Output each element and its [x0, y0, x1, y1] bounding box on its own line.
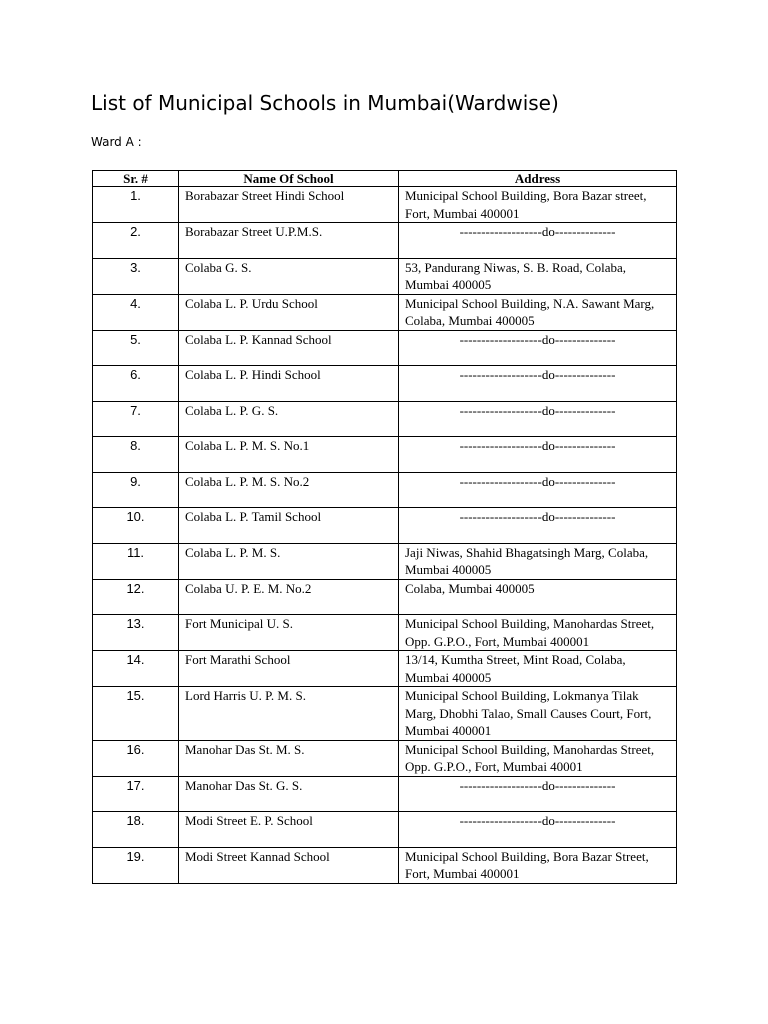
- sr-cell: 6.: [93, 366, 179, 402]
- address-cell: Municipal School Building, Manohardas Street, Opp. G.P.O., Fort, Mumbai 400001: [399, 615, 677, 651]
- school-name-cell: Modi Street Kannad School: [179, 847, 399, 883]
- school-name-cell: Colaba L. P. M. S.: [179, 543, 399, 579]
- sr-cell: 10.: [93, 508, 179, 544]
- table-row: [93, 401, 677, 437]
- sr-cell: 1.: [93, 187, 179, 223]
- table-row: [93, 615, 677, 651]
- address-cell: 13/14, Kumtha Street, Mint Road, Colaba, Mumbai 400005: [399, 651, 677, 687]
- school-name-cell: Manohar Das St. G. S.: [179, 776, 399, 812]
- address-cell: -------------------do--------------: [399, 401, 677, 437]
- sr-cell: 13.: [93, 615, 179, 651]
- address-cell: Municipal School Building, Bora Bazar Street, Fort, Mumbai 400001: [399, 847, 677, 883]
- table-row: [93, 508, 677, 544]
- school-name-cell: Colaba L. P. Urdu School: [179, 294, 399, 330]
- sr-cell: 2.: [93, 223, 179, 259]
- address-cell: -------------------do--------------: [399, 776, 677, 812]
- address-cell: Municipal School Building, N.A. Sawant Marg, Colaba, Mumbai 400005: [399, 294, 677, 330]
- address-cell: Municipal School Building, Bora Bazar street, Fort, Mumbai 400001: [399, 187, 677, 223]
- document-title: List of Municipal Schools in Mumbai(Wardwise): [91, 91, 559, 115]
- table-row: [93, 579, 677, 615]
- school-name-cell: Fort Marathi School: [179, 651, 399, 687]
- column-header-address: Address: [399, 171, 677, 187]
- table-row: [93, 294, 677, 330]
- address-cell: -------------------do--------------: [399, 437, 677, 473]
- address-cell: -------------------do--------------: [399, 472, 677, 508]
- table-row: [93, 687, 677, 741]
- school-name-cell: Fort Municipal U. S.: [179, 615, 399, 651]
- table-row: [93, 776, 677, 812]
- school-name-cell: Colaba L. P. Kannad School: [179, 330, 399, 366]
- school-name-cell: Borabazar Street Hindi School: [179, 187, 399, 223]
- table-row: [93, 437, 677, 473]
- column-header-sr: Sr. #: [93, 171, 179, 187]
- school-name-cell: Colaba L. P. G. S.: [179, 401, 399, 437]
- sr-cell: 3.: [93, 258, 179, 294]
- school-name-cell: Colaba U. P. E. M. No.2: [179, 579, 399, 615]
- schools-table: [92, 170, 677, 884]
- table-row: [93, 258, 677, 294]
- school-name-cell: Colaba L. P. Hindi School: [179, 366, 399, 402]
- address-cell: -------------------do--------------: [399, 330, 677, 366]
- table-row: [93, 330, 677, 366]
- school-name-cell: Lord Harris U. P. M. S.: [179, 687, 399, 741]
- sr-cell: 16.: [93, 740, 179, 776]
- table-row: [93, 187, 677, 223]
- table-row: [93, 543, 677, 579]
- sr-cell: 4.: [93, 294, 179, 330]
- column-header-name: Name Of School: [179, 171, 399, 187]
- table-row: [93, 847, 677, 883]
- address-cell: -------------------do--------------: [399, 223, 677, 259]
- sr-cell: 12.: [93, 579, 179, 615]
- address-cell: Municipal School Building, Manohardas Street, Opp. G.P.O., Fort, Mumbai 40001: [399, 740, 677, 776]
- table-row: [93, 366, 677, 402]
- sr-cell: 8.: [93, 437, 179, 473]
- sr-cell: 9.: [93, 472, 179, 508]
- sr-cell: 14.: [93, 651, 179, 687]
- sr-cell: 7.: [93, 401, 179, 437]
- address-cell: Colaba, Mumbai 400005: [399, 579, 677, 615]
- address-cell: -------------------do--------------: [399, 366, 677, 402]
- table-row: [93, 472, 677, 508]
- sr-cell: 18.: [93, 812, 179, 848]
- school-name-cell: Colaba L. P. M. S. No.1: [179, 437, 399, 473]
- sr-cell: 15.: [93, 687, 179, 741]
- table-row: [93, 812, 677, 848]
- school-name-cell: Manohar Das St. M. S.: [179, 740, 399, 776]
- school-name-cell: Modi Street E. P. School: [179, 812, 399, 848]
- address-cell: -------------------do--------------: [399, 812, 677, 848]
- school-name-cell: Colaba L. P. M. S. No.2: [179, 472, 399, 508]
- address-cell: Jaji Niwas, Shahid Bhagatsingh Marg, Colaba, Mumbai 400005: [399, 543, 677, 579]
- table-header-row: [93, 171, 677, 187]
- address-cell: 53, Pandurang Niwas, S. B. Road, Colaba, Mumbai 400005: [399, 258, 677, 294]
- ward-label: Ward A :: [91, 135, 142, 149]
- table-row: [93, 740, 677, 776]
- school-name-cell: Colaba G. S.: [179, 258, 399, 294]
- sr-cell: 17.: [93, 776, 179, 812]
- table-row: [93, 651, 677, 687]
- address-cell: -------------------do--------------: [399, 508, 677, 544]
- sr-cell: 5.: [93, 330, 179, 366]
- school-name-cell: Colaba L. P. Tamil School: [179, 508, 399, 544]
- sr-cell: 19.: [93, 847, 179, 883]
- address-cell: Municipal School Building, Lokmanya Tilak Marg, Dhobhi Talao, Small Causes Court, Fort, Mumbai 400001: [399, 687, 677, 741]
- table-row: [93, 223, 677, 259]
- school-name-cell: Borabazar Street U.P.M.S.: [179, 223, 399, 259]
- sr-cell: 11.: [93, 543, 179, 579]
